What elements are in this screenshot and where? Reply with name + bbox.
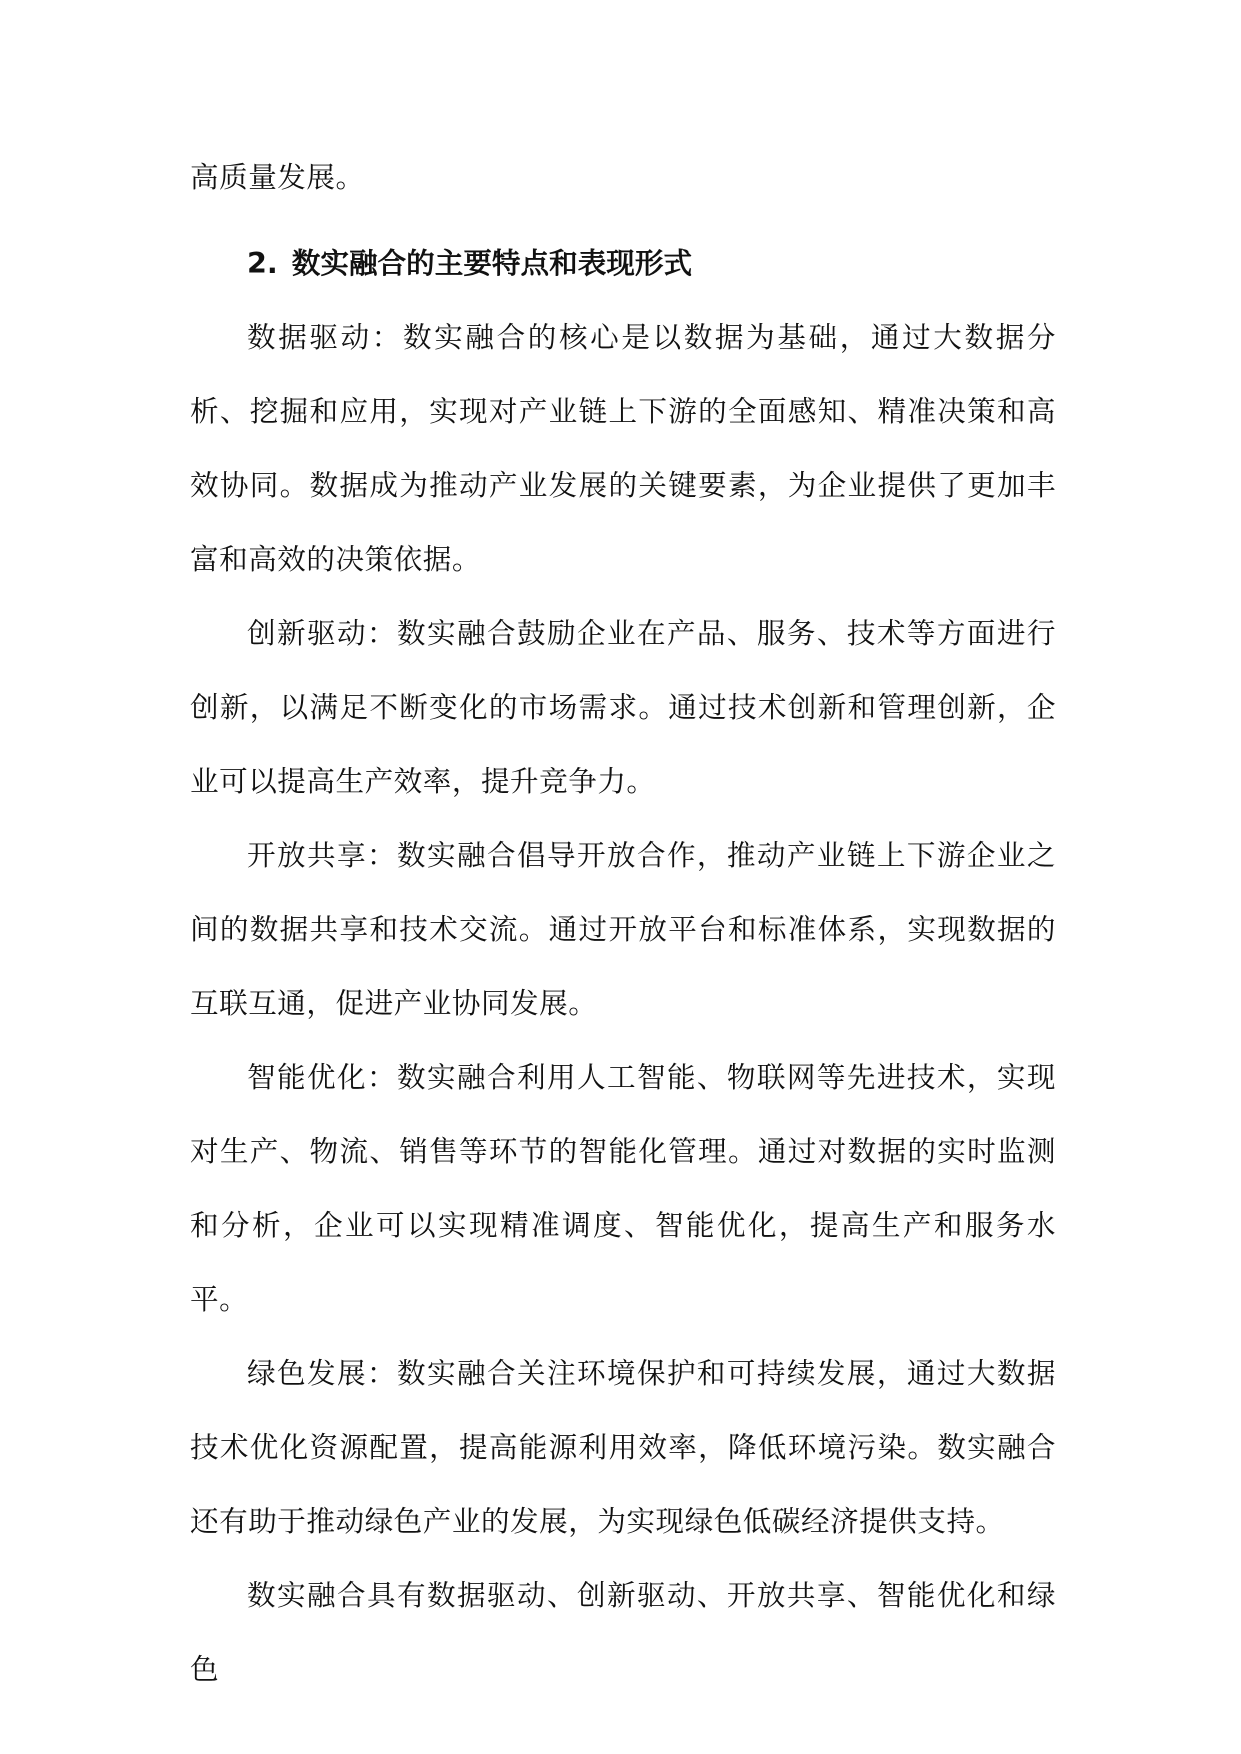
paragraph-intelligent-optimization: 智能优化：数实融合利用人工智能、物联网等先进技术，实现对生产、物流、销售等环节的智能化管理。通过对数据的实时监测和分析，企业可以实现精准调度、智能优化，提高生产和服务水平。 — [190, 1060, 1056, 1316]
section-heading — [190, 226, 1056, 300]
paragraph-innovation-driven: 创新驱动：数实融合鼓励企业在产品、服务、技术等方面进行创新，以满足不断变化的市场需求。通过技术创新和管理创新，企业可以提高生产效率，提升竞争力。 — [190, 616, 1056, 798]
paragraph-data-driven: 数据驱动：数实融合的核心是以数据为基础，通过大数据分析、挖掘和应用，实现对产业链上下游的全面感知、精准决策和高效协同。数据成为推动产业发展的关键要素，为企业提供了更加丰富和高效的决策依据。 — [190, 320, 1056, 576]
page-content — [190, 140, 1056, 1706]
continued-text: 高质量发展。 — [190, 160, 365, 194]
section-title: 数实融合的主要特点和表现形式 — [291, 246, 693, 280]
paragraph-open-sharing: 开放共享：数实融合倡导开放合作，推动产业链上下游企业之间的数据共享和技术交流。通过开放平台和标准体系，实现数据的互联互通，促进产业协同发展。 — [190, 838, 1056, 1020]
section-number: 2. — [247, 246, 278, 280]
spacer — [190, 214, 1056, 226]
paragraph-summary: 数实融合具有数据驱动、创新驱动、开放共享、智能优化和绿色 — [190, 1578, 1056, 1686]
paragraph-green-development: 绿色发展：数实融合关注环境保护和可持续发展，通过大数据技术优化资源配置，提高能源利用效率，降低环境污染。数实融合还有助于推动绿色产业的发展，为实现绿色低碳经济提供支持。 — [190, 1356, 1056, 1538]
